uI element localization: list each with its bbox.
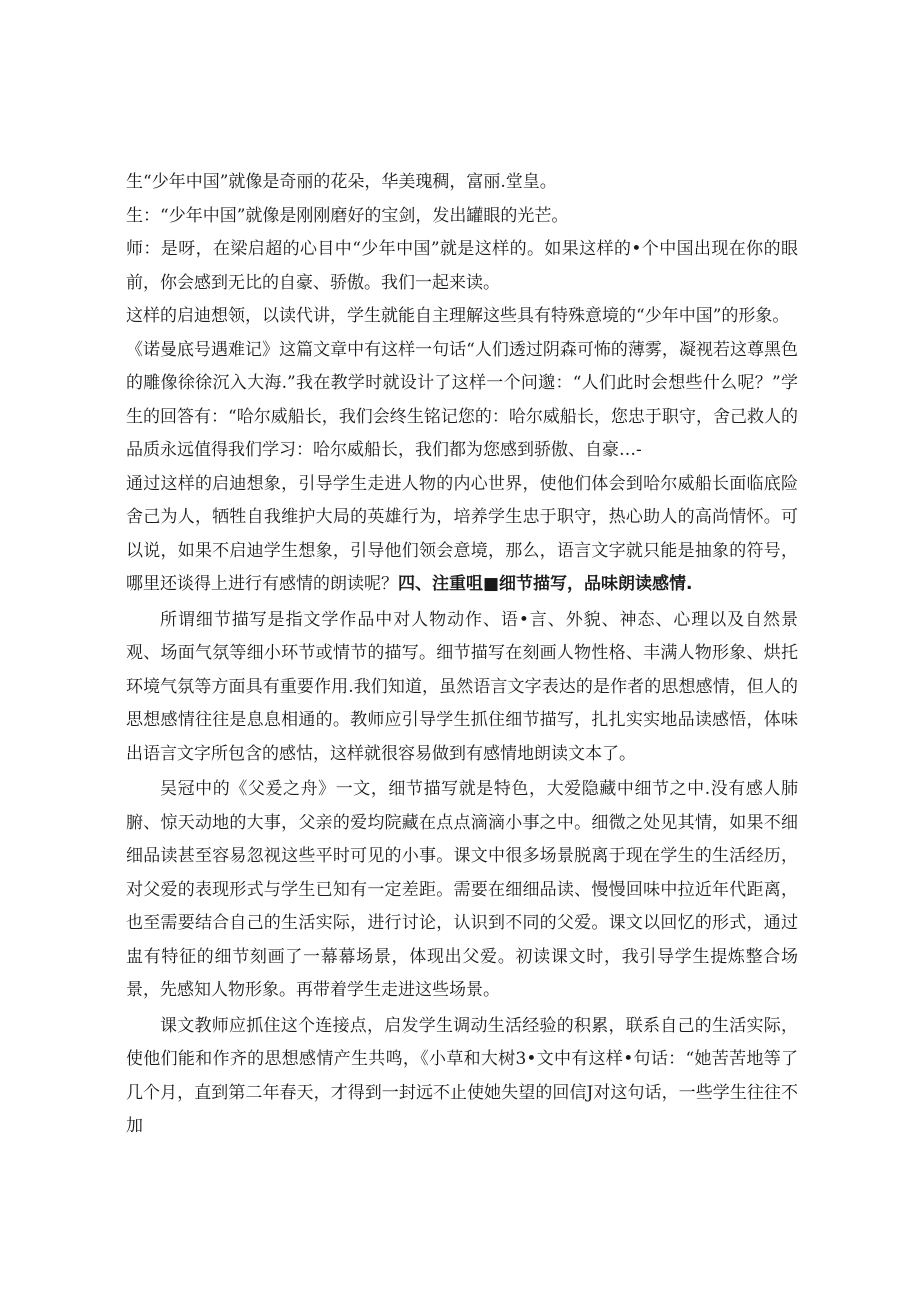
- document-page: [126, 166, 798, 1144]
- paragraph: 师：是呀，在梁启超的心目中“少年中国”就是这样的。如果这样的•个中国出现在你的眼前，你会感到无比的自豪、骄傲。我们一起来读。: [126, 239, 798, 293]
- paragraph: 生：“少年中国”就像是刚刚磨好的宝剑，发出罐眼的光芒。: [126, 205, 569, 226]
- paragraph: 《诺曼底号遇难记》这篇文章中有这样一句话“人们透过阴森可怖的薄雾，凝视若这尊黑色的雕像徐徐沉入大海.”我在教学时就设计了这样一个问邈：“人们此时会想些什么呢？”学生的回答有：“哈尔威船长，我们会终生铭记您的：哈尔威船长，您忠于职守，舍己救人的品质永远值得我们学习：哈尔威船长，我们都为您感到骄傲、自豪…-: [126, 339, 798, 460]
- section-heading: 四、注重咀■细节描写，品味朗读感情.: [398, 574, 693, 594]
- paragraph: 所谓细节描写是指文学作品中对人物动作、语•言、外貌、神态、心理以及自然景观、场面气氛等细小环节或情节的描写。细节描写在刻画人物性格、丰满人物形象、烘托环境气氛等方面具有重要作用.我们知道，虽然语言文字表达的是作者的思想感情，但人的思想感情往往是息息相通的。教师应引导学生抓住细节描写，扎扎实实地品读感悟，体味出语言文字所包含的感怙，这样就很容易做到有感情地朗读文本了。: [126, 609, 798, 764]
- paragraph: 生“少年中国”就像是奇丽的花朵，华美瑰稠，富丽.堂皇。: [126, 172, 557, 192]
- paragraph: 课文教师应抓住这个连接点，启发学生调动生活经验的积累，联系自己的生活实际，使他们能和作齐的思想感情产生共鸣，《小草和大树3•文中有这样•句话：“她苦苦地等了几个月，直到第二年春天，才得到一封远不止使她失望的回信J对这句话，一些学生往往不加: [126, 1015, 798, 1136]
- paragraph: 吴冠中的《父爰之舟》一文，细节描写就是特色，大爱隐藏中细节之中.没有感人肺腑、惊天动地的大事，父亲的爱均院藏在点点滴滴小事之中。细微之处见其情，如果不细细品读甚至容易忽视这些平时可见的小事。课文中很多场景脱离于现在学生的生活经历，对父爱的表现形式与学生已知有一定差距。需要在细细品读、慢慢回味中拉近年代距离，也至需要结合自己的生活实际，进行讨论，认识到不同的父爱。课文以回忆的形式，通过盅有特征的细节刻画了一幕幕场景，体现出父爱。初读课文时，我引导学生提炼整合场景，先感知人物形象。再带着学生走进这些场景。: [126, 779, 798, 1000]
- paragraph: 这样的启迪想领，以读代讲，学生就能自主理解这些具有特殊意境的“少年中国”的形象。: [126, 306, 790, 326]
- paragraph: [126, 468, 798, 602]
- paragraph-text: 通过这样的启迪想象，引导学生走进人物的内心世界，使他们体会到哈尔威船长面临底险舍己为人，牺牲自我维护大局的英雄行为，培养学生忠于职守，热心助人的高尚情怀。可以说，如果不启迪学生想象，引导他们领会意境，那么，语言文字就只能是抽象的符号，哪里还谈得上进行有感情的朗读呢？: [126, 473, 798, 594]
